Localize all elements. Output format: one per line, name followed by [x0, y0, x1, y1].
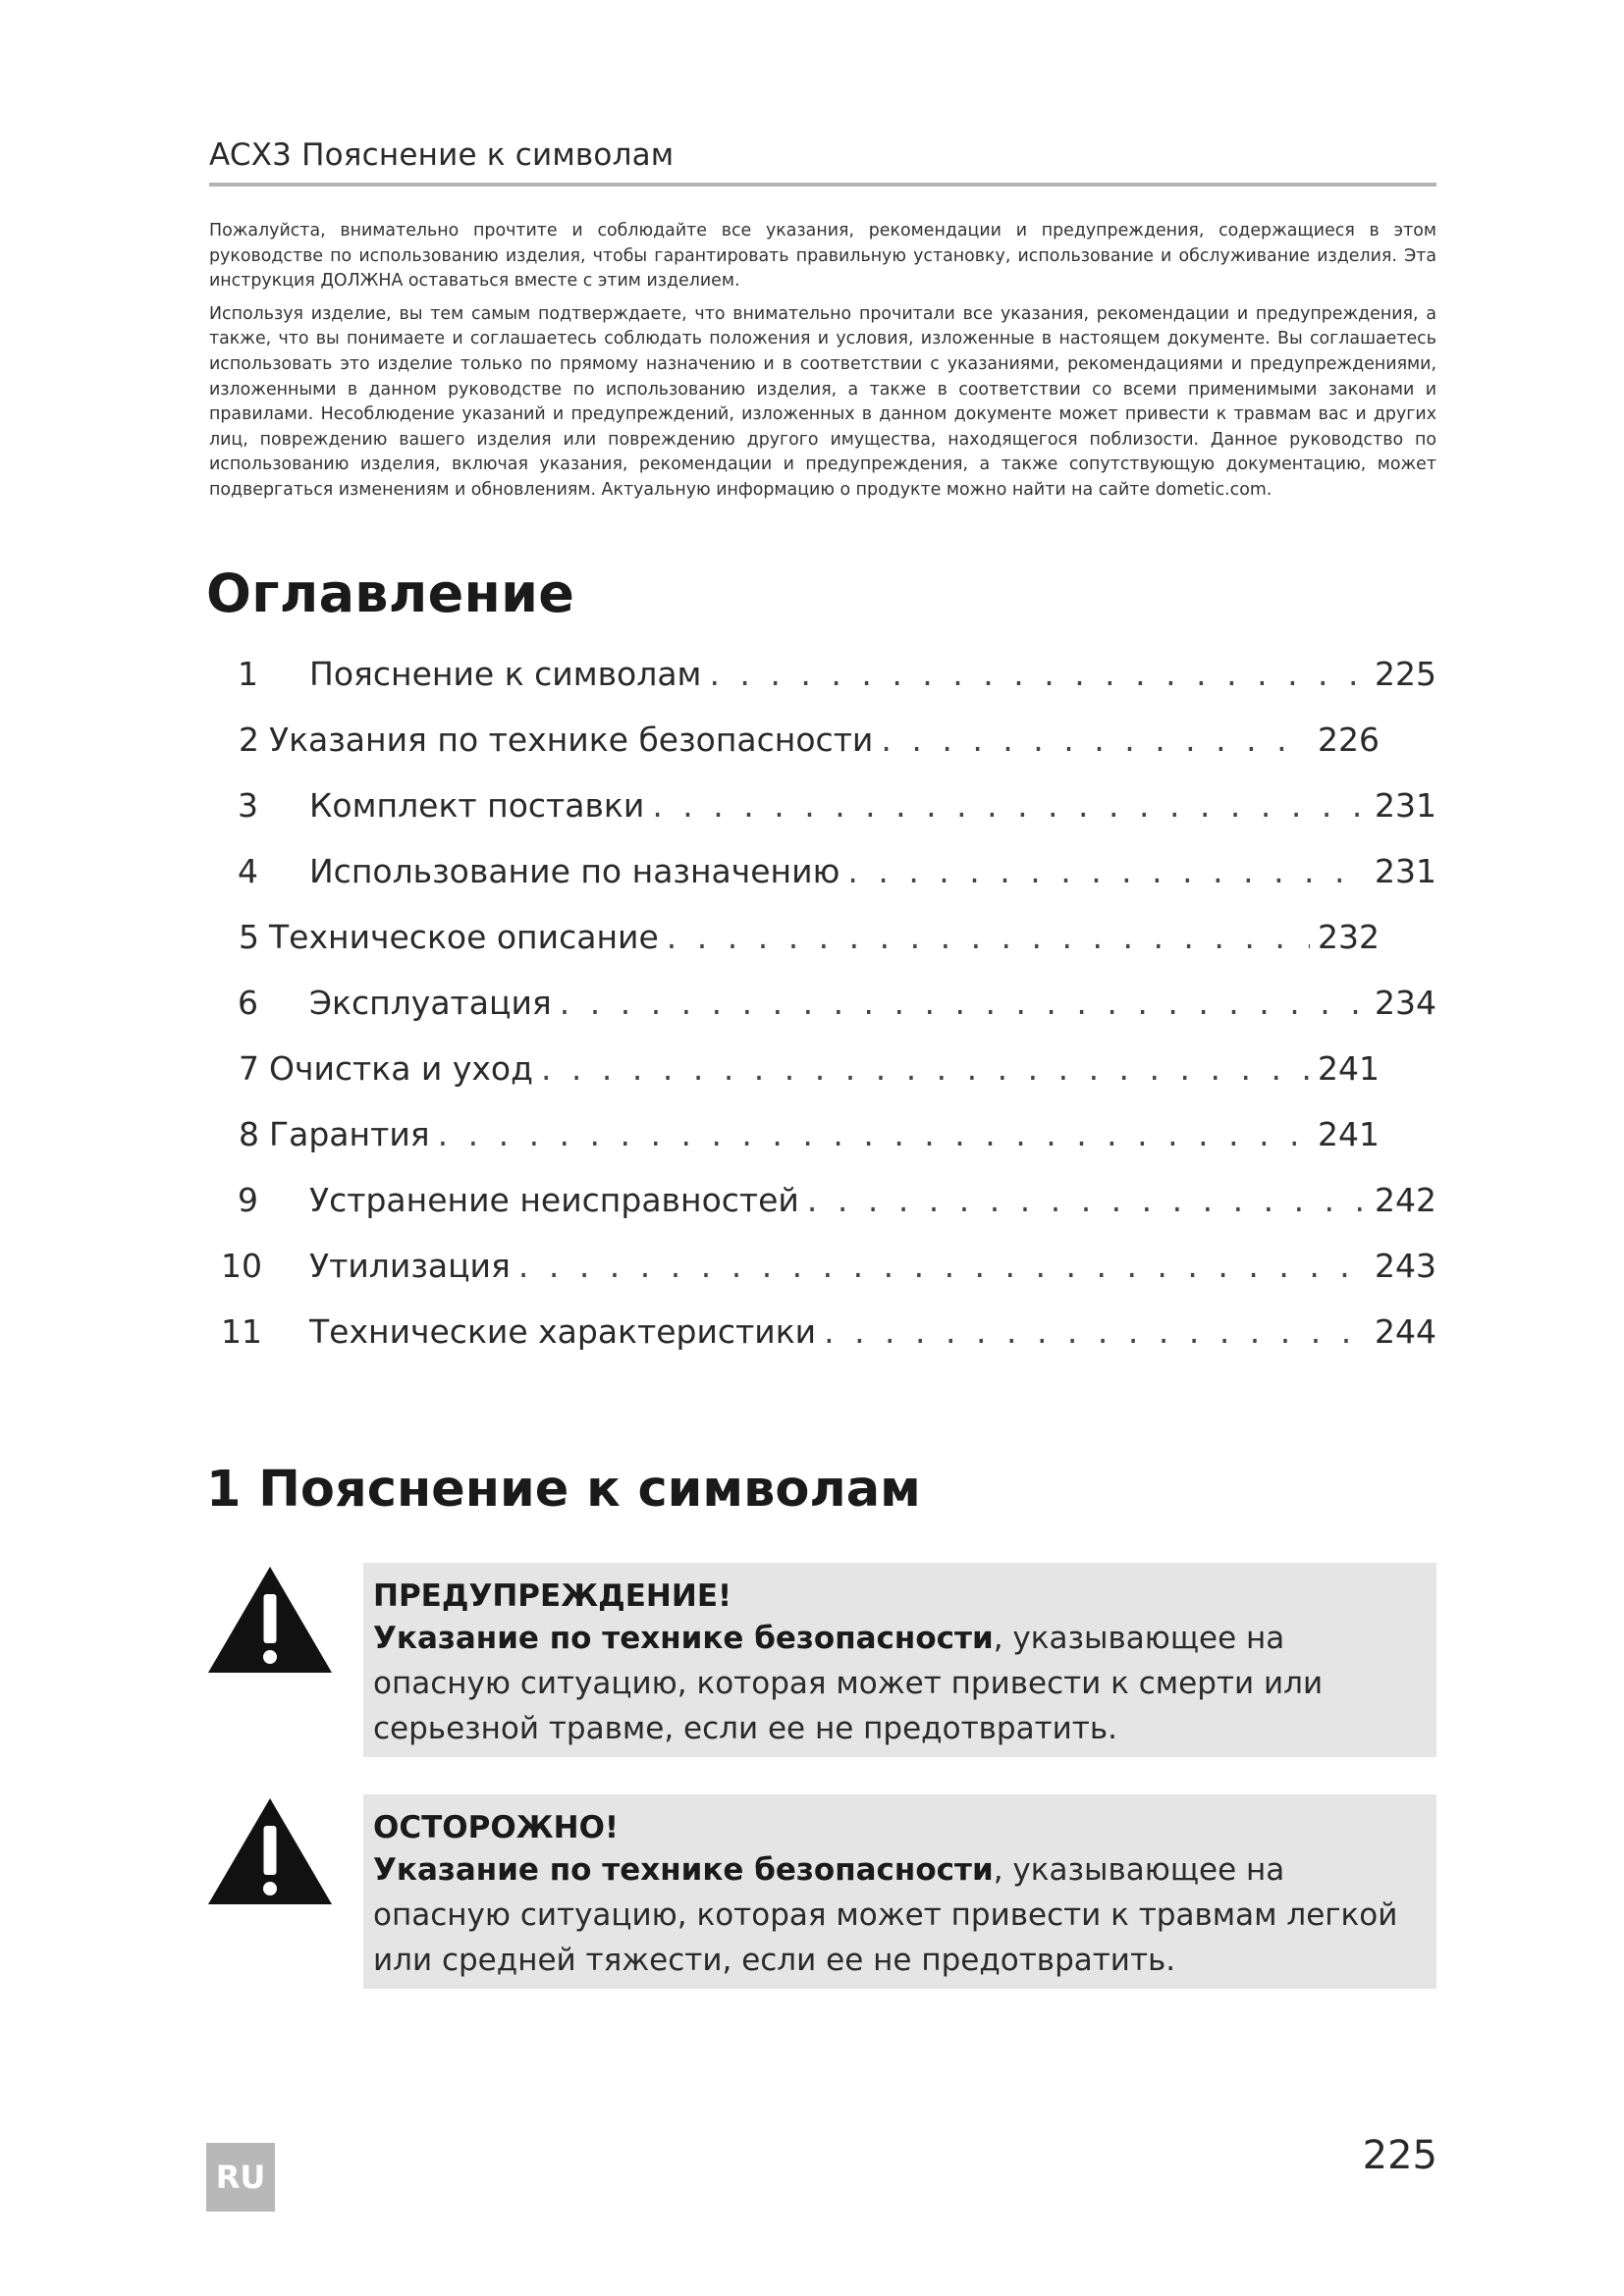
toc-entry-page: 241: [1318, 1115, 1380, 1153]
toc-entry-9[interactable]: [226, 1181, 1436, 1224]
toc-entry-number: 6: [238, 984, 258, 1022]
intro-paragraph-1: Пожалуйста, внимательно прочтите и соблюдайте все указания, рекомендации и предупреждения, содержащиеся в этом руководстве по использованию изделия, чтобы гарантировать правильную установку, использование и обслуживание изделия. Эта инструкция ДОЛЖНА оставаться вместе с этим изделием.: [209, 221, 1436, 292]
toc-entry-11[interactable]: [221, 1312, 1436, 1356]
warning-text: [373, 1616, 1425, 1751]
toc-entry-page: 231: [1375, 852, 1436, 890]
language-badge: RU: [206, 2143, 275, 2212]
toc-entry-page: 226: [1318, 721, 1380, 759]
toc-entry-page: 243: [1375, 1247, 1436, 1285]
toc-entry-title: Указания по технике безопасности: [269, 721, 874, 759]
toc-title: Оглавление: [206, 562, 575, 624]
toc-entry-title: Использование по назначению: [309, 852, 840, 890]
caution-lead: Указание по технике безопасности: [373, 1852, 994, 1888]
toc-entry-title: Очистка и уход: [269, 1049, 533, 1088]
toc-entry-1[interactable]: [226, 655, 1436, 698]
caution-triangle-icon: [206, 1796, 334, 1910]
toc-entry-page: 234: [1375, 984, 1436, 1022]
intro-text: [209, 219, 1436, 511]
toc-entry-page: 225: [1375, 655, 1436, 693]
toc-entry-number: 2: [239, 721, 259, 759]
toc-leader-dots: [518, 1247, 1367, 1285]
toc-leader-dots: [847, 852, 1367, 890]
toc-entry-title: Эксплуатация: [309, 984, 552, 1022]
warning-triangle-icon: [206, 1565, 334, 1679]
toc-entry-number: 3: [238, 786, 258, 825]
toc-entry-number: 4: [238, 852, 258, 890]
toc-entry-number: 11: [221, 1312, 262, 1351]
toc-entry-page: 232: [1318, 918, 1380, 956]
toc-entry-title: Гарантия: [269, 1115, 430, 1153]
warning-body: , указывающее на опасную ситуацию, которая может привести к смерти или серьезной травме, если ее не предотвратить.: [373, 1621, 1324, 1746]
toc-entry-number: 9: [238, 1181, 258, 1219]
toc-entry-title: Устранение неисправностей: [309, 1181, 799, 1219]
intro-paragraph-2: Используя изделие, вы тем самым подтверждаете, что внимательно прочитали все указания, рекомендации и предупреждения, а также, что вы понимаете и соглашаетесь соблюдать положения и условия, изложенные в настоящем документе. Вы соглашаетесь использовать это изделие только по прямому назначению и в соответствии с указаниями, рекомендациями и предупреждениями, изложенными в данном руководстве по использованию изделия, а также в соответствии со всеми применимыми законами и правилами. Несоблюдение указаний и предупреждений, изложенных в данном документе может привести к травмам вас и других лиц, повреждению вашего изделия или повреждению другого имущества, находящегося поблизости. Данное руководство по использованию изделия, включая указания, рекомендации и предупреждения, а также сопутствующую документацию, может подвергаться изменениям и обновлениям. Актуальную информацию о продукте можно найти на сайте dometic.com.: [209, 303, 1436, 500]
warning-notice: [363, 1563, 1436, 1757]
toc-entry-page: 241: [1318, 1049, 1380, 1088]
running-header: ACX3 Пояснение к символам: [209, 137, 675, 173]
caution-notice: [363, 1794, 1436, 1989]
toc-leader-dots: [560, 984, 1367, 1022]
toc-leader-dots: [709, 655, 1367, 693]
toc-entry-4[interactable]: [226, 852, 1436, 895]
toc-entry-number: 7: [239, 1049, 259, 1088]
toc-leader-dots: [807, 1181, 1367, 1219]
toc-leader-dots: [541, 1049, 1310, 1088]
section-title: 1 Пояснение к символам: [206, 1461, 921, 1519]
toc-leader-dots: [824, 1312, 1367, 1351]
toc-entry-number: 1: [238, 655, 258, 693]
toc-entry-title: Пояснение к символам: [309, 655, 702, 693]
toc-entry-title: Утилизация: [309, 1247, 511, 1285]
toc-entry-10[interactable]: [221, 1247, 1436, 1290]
caution-body: , указывающее на опасную ситуацию, которая может привести к травмам легкой или средней тяжести, если ее не предотвратить.: [373, 1852, 1398, 1978]
toc-entry-page: 244: [1375, 1312, 1436, 1351]
toc-entry-title: Техническое описание: [269, 918, 659, 956]
toc-leader-dots: [438, 1115, 1310, 1153]
toc-entry-3[interactable]: [226, 786, 1436, 829]
caution-heading: ОСТОРОЖНО!: [373, 1810, 620, 1845]
warning-heading: ПРЕДУПРЕЖДЕНИЕ!: [373, 1578, 732, 1614]
toc-entry-number: 8: [239, 1115, 259, 1153]
toc-entry-number: 10: [221, 1247, 262, 1285]
header-rule: [209, 183, 1436, 187]
toc-entry-7[interactable]: [236, 1049, 1380, 1093]
caution-text: [373, 1847, 1425, 1983]
toc-entry-6[interactable]: [226, 984, 1436, 1027]
warning-lead: Указание по технике безопасности: [373, 1621, 994, 1656]
toc-leader-dots: [881, 721, 1310, 759]
toc-entry-8[interactable]: [236, 1115, 1380, 1158]
page-number: 225: [1362, 2133, 1437, 2178]
toc-entry-title: Технические характеристики: [309, 1312, 817, 1351]
toc-entry-title: Комплект поставки: [309, 786, 645, 825]
toc-leader-dots: [667, 918, 1310, 956]
toc-entry-page: 242: [1375, 1181, 1436, 1219]
toc-entry-2[interactable]: [236, 721, 1380, 764]
toc-entry-page: 231: [1375, 786, 1436, 825]
toc-entry-number: 5: [239, 918, 259, 956]
toc-leader-dots: [652, 786, 1367, 825]
toc-entry-5[interactable]: [236, 918, 1380, 961]
